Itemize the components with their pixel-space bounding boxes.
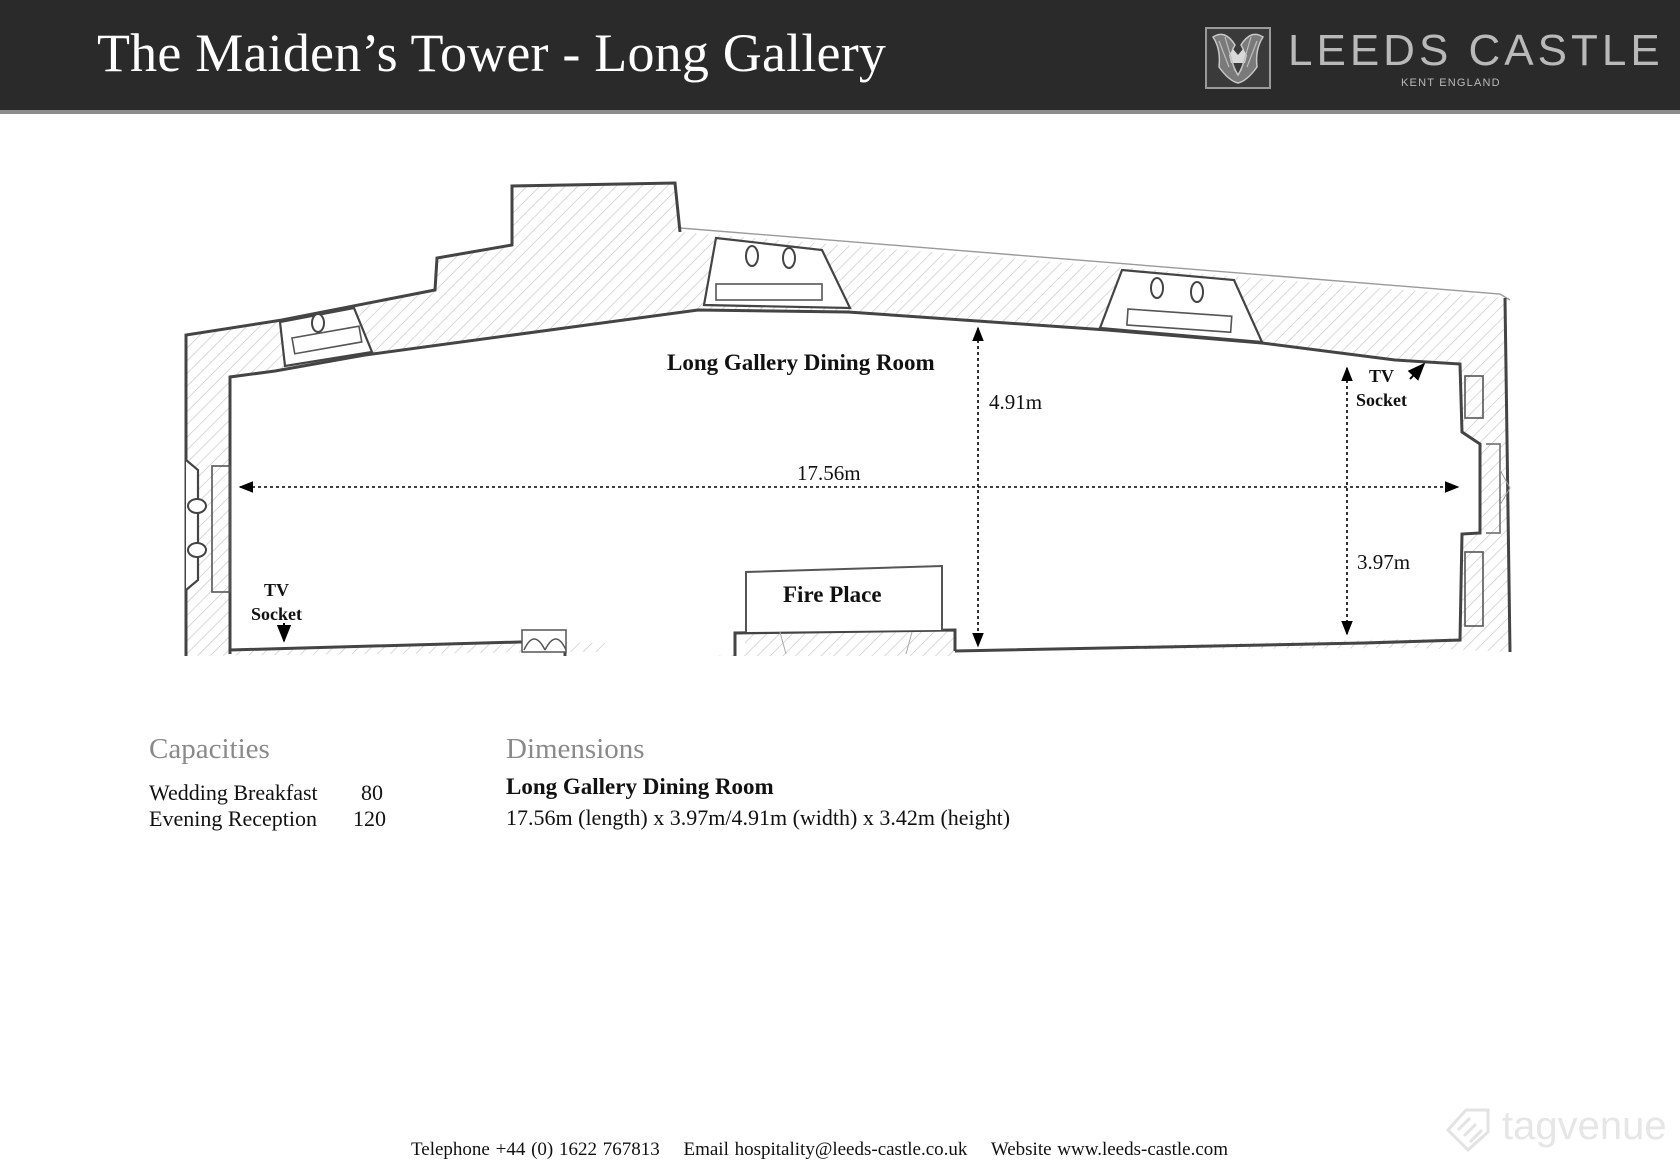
capacity-label-evening: Evening Reception (149, 806, 318, 831)
footer-email[interactable]: Email hospitality@leeds-castle.co.uk (683, 1139, 968, 1160)
footer-website[interactable]: Website www.leeds-castle.com (990, 1139, 1229, 1160)
width-min-label: 3.97m (1357, 550, 1411, 574)
logo-subtitle: KENT ENGLAND (1401, 77, 1501, 89)
dimensions-text: 17.56m (length) x 3.97m/4.91m (width) x 3.42m (height) (506, 805, 1011, 830)
dimensions-room-name: Long Gallery Dining Room (506, 774, 774, 799)
capacity-value-evening: 120 (353, 806, 386, 831)
page-title: The Maiden’s Tower - Long Gallery (97, 23, 887, 83)
footer-telephone: Telephone +44 (0) 1622 767813 (411, 1139, 660, 1160)
width-max-label: 4.91m (989, 390, 1043, 414)
tv-socket-bottom-label: TV Socket (251, 580, 302, 624)
dimensions-heading: Dimensions (506, 733, 645, 765)
fireplace-label: Fire Place (783, 582, 882, 607)
bottom-door (522, 630, 566, 652)
capacity-value-wedding: 80 (361, 780, 383, 805)
tagvenue-logo-icon (1444, 1106, 1492, 1152)
watermark-text: tagvenue (1502, 1104, 1667, 1148)
logo-name: LEEDS CASTLE (1288, 26, 1664, 75)
room-name-label: Long Gallery Dining Room (667, 350, 935, 375)
length-label: 17.56m (797, 461, 861, 485)
footer-contact (411, 1139, 1246, 1161)
capacity-label-wedding: Wedding Breakfast (149, 780, 318, 805)
capacities-heading: Capacities (149, 733, 270, 765)
tv-socket-top-label: TV Socket (1356, 366, 1407, 410)
